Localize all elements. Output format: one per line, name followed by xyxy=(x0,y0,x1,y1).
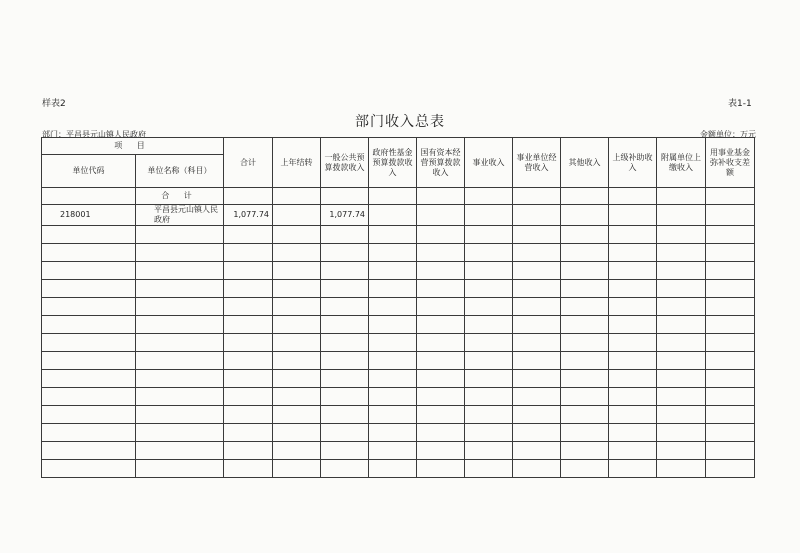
cell xyxy=(224,334,273,352)
cell xyxy=(513,460,561,478)
cell xyxy=(513,442,561,460)
cell xyxy=(417,460,465,478)
cell xyxy=(657,406,706,424)
cell xyxy=(465,188,513,205)
cell xyxy=(136,244,224,262)
cell xyxy=(417,316,465,334)
cell xyxy=(321,460,369,478)
cell xyxy=(609,244,657,262)
cell xyxy=(706,280,755,298)
cell xyxy=(513,388,561,406)
cell xyxy=(136,226,224,244)
cell xyxy=(136,298,224,316)
cell xyxy=(42,226,136,244)
cell xyxy=(273,388,321,406)
cell xyxy=(706,188,755,205)
cell xyxy=(417,370,465,388)
cell xyxy=(273,244,321,262)
header-total: 合计 xyxy=(224,138,273,188)
cell xyxy=(369,370,417,388)
cell xyxy=(321,188,369,205)
cell xyxy=(273,352,321,370)
cell xyxy=(369,280,417,298)
cell xyxy=(609,262,657,280)
cell xyxy=(42,460,136,478)
table-row xyxy=(42,370,755,388)
cell xyxy=(224,262,273,280)
cell xyxy=(561,262,609,280)
cell xyxy=(465,334,513,352)
form-label: 样表2 xyxy=(42,99,66,109)
cell xyxy=(609,226,657,244)
cell xyxy=(369,316,417,334)
cell xyxy=(706,334,755,352)
cell xyxy=(513,406,561,424)
cell xyxy=(321,388,369,406)
cell xyxy=(417,442,465,460)
cell xyxy=(417,244,465,262)
cell xyxy=(561,205,609,226)
cell xyxy=(42,352,136,370)
header-unit-name: 单位名称（科目） xyxy=(136,155,224,188)
cell xyxy=(273,298,321,316)
cell xyxy=(513,188,561,205)
cell xyxy=(465,388,513,406)
page-title: 部门收入总表 xyxy=(355,114,445,130)
table-row xyxy=(42,280,755,298)
header-project-group: 项 目 xyxy=(42,138,224,155)
cell xyxy=(321,352,369,370)
general-public-budget-cell: 1,077.74 xyxy=(321,205,369,226)
cell xyxy=(369,442,417,460)
cell xyxy=(224,406,273,424)
cell xyxy=(657,280,706,298)
cell xyxy=(561,334,609,352)
total-cell: 1,077.74 xyxy=(224,205,273,226)
cell xyxy=(369,388,417,406)
cell xyxy=(657,262,706,280)
cell xyxy=(369,244,417,262)
cell xyxy=(609,298,657,316)
cell xyxy=(369,406,417,424)
cell xyxy=(136,460,224,478)
cell xyxy=(224,370,273,388)
header-prior-year-carryover: 上年结转 xyxy=(273,138,321,188)
cell xyxy=(369,262,417,280)
cell xyxy=(136,352,224,370)
cell xyxy=(224,316,273,334)
cell xyxy=(42,370,136,388)
cell xyxy=(136,262,224,280)
cell xyxy=(609,406,657,424)
cell xyxy=(657,226,706,244)
cell xyxy=(657,388,706,406)
cell xyxy=(136,388,224,406)
table-row xyxy=(42,460,755,478)
cell xyxy=(42,262,136,280)
cell xyxy=(273,188,321,205)
cell xyxy=(657,352,706,370)
cell xyxy=(609,188,657,205)
cell xyxy=(706,388,755,406)
cell xyxy=(417,352,465,370)
table-row xyxy=(42,352,755,370)
cell xyxy=(224,298,273,316)
cell xyxy=(561,370,609,388)
table-row xyxy=(42,316,755,334)
cell xyxy=(273,370,321,388)
cell xyxy=(321,406,369,424)
header-business-unit-operating: 事业单位经营收入 xyxy=(513,138,561,188)
cell xyxy=(224,388,273,406)
cell xyxy=(417,226,465,244)
cell xyxy=(136,370,224,388)
cell xyxy=(273,226,321,244)
cell xyxy=(561,316,609,334)
cell xyxy=(273,334,321,352)
cell xyxy=(513,262,561,280)
cell xyxy=(321,298,369,316)
cell xyxy=(465,442,513,460)
cell xyxy=(609,388,657,406)
cell xyxy=(42,442,136,460)
cell xyxy=(273,460,321,478)
cell xyxy=(706,262,755,280)
cell xyxy=(609,460,657,478)
cell xyxy=(417,334,465,352)
cell xyxy=(369,298,417,316)
cell xyxy=(513,316,561,334)
table-row xyxy=(42,406,755,424)
cell xyxy=(224,352,273,370)
unit-code-cell: 218001 xyxy=(42,205,136,226)
cell xyxy=(609,280,657,298)
table-row xyxy=(42,226,755,244)
cell xyxy=(706,316,755,334)
table-number: 表1-1 xyxy=(728,99,752,109)
cell xyxy=(561,188,609,205)
cell xyxy=(369,188,417,205)
cell xyxy=(465,370,513,388)
cell xyxy=(609,316,657,334)
cell xyxy=(136,424,224,442)
cell xyxy=(42,316,136,334)
cell xyxy=(561,388,609,406)
cell xyxy=(561,406,609,424)
cell xyxy=(136,334,224,352)
cell xyxy=(513,226,561,244)
cell xyxy=(561,460,609,478)
total-row-label: 合 计 xyxy=(136,188,224,205)
cell xyxy=(609,442,657,460)
department-label: 部门：平昌县元山镇人民政府 xyxy=(42,130,146,139)
cell xyxy=(369,424,417,442)
cell xyxy=(465,262,513,280)
cell xyxy=(417,262,465,280)
cell xyxy=(706,370,755,388)
cell xyxy=(224,188,273,205)
cell xyxy=(417,388,465,406)
cell xyxy=(513,370,561,388)
cell xyxy=(273,424,321,442)
cell xyxy=(369,460,417,478)
cell xyxy=(465,352,513,370)
cell xyxy=(561,280,609,298)
cell xyxy=(657,424,706,442)
cell xyxy=(465,244,513,262)
cell xyxy=(657,244,706,262)
cell xyxy=(42,424,136,442)
cell xyxy=(273,280,321,298)
cell xyxy=(657,316,706,334)
header-business-income: 事业收入 xyxy=(465,138,513,188)
header-unit-code: 单位代码 xyxy=(42,155,136,188)
header-state-capital-budget: 国有资本经营预算拨款收入 xyxy=(417,138,465,188)
cell xyxy=(561,244,609,262)
cell xyxy=(513,298,561,316)
cell xyxy=(42,280,136,298)
table-row xyxy=(42,205,755,226)
cell xyxy=(321,262,369,280)
cell xyxy=(321,280,369,298)
total-row xyxy=(42,188,755,205)
cell xyxy=(224,460,273,478)
header-row-1 xyxy=(42,138,755,155)
cell xyxy=(321,244,369,262)
cell xyxy=(465,226,513,244)
table-row xyxy=(42,388,755,406)
cell xyxy=(513,280,561,298)
cell xyxy=(321,226,369,244)
cell xyxy=(657,442,706,460)
cell xyxy=(321,424,369,442)
cell xyxy=(369,205,417,226)
cell xyxy=(465,406,513,424)
table-row xyxy=(42,244,755,262)
cell xyxy=(706,205,755,226)
cell xyxy=(657,205,706,226)
cell xyxy=(561,298,609,316)
cell xyxy=(42,334,136,352)
cell xyxy=(321,442,369,460)
cell xyxy=(42,406,136,424)
cell xyxy=(273,316,321,334)
cell xyxy=(561,442,609,460)
cell xyxy=(369,352,417,370)
cell xyxy=(369,226,417,244)
cell xyxy=(513,244,561,262)
cell xyxy=(657,370,706,388)
header-higher-level-subsidy: 上级补助收入 xyxy=(609,138,657,188)
cell xyxy=(417,298,465,316)
cell xyxy=(609,352,657,370)
header-other-income: 其他收入 xyxy=(561,138,609,188)
cell xyxy=(513,205,561,226)
cell xyxy=(706,424,755,442)
cell xyxy=(224,424,273,442)
cell xyxy=(561,352,609,370)
cell xyxy=(465,424,513,442)
cell xyxy=(42,244,136,262)
cell xyxy=(224,244,273,262)
header-gov-fund-budget: 政府性基金预算拨款收入 xyxy=(369,138,417,188)
cell xyxy=(224,442,273,460)
cell xyxy=(465,205,513,226)
cell xyxy=(273,442,321,460)
cell xyxy=(417,406,465,424)
header-affiliated-unit-income: 附属单位上缴收入 xyxy=(657,138,706,188)
income-summary-table xyxy=(41,137,755,478)
cell xyxy=(273,262,321,280)
header-fund-subsidy: 用事业基金弥补收支差额 xyxy=(706,138,755,188)
cell xyxy=(561,226,609,244)
cell xyxy=(321,370,369,388)
cell xyxy=(706,442,755,460)
cell xyxy=(657,298,706,316)
cell xyxy=(706,226,755,244)
amount-unit-label: 金额单位：万元 xyxy=(700,130,756,139)
cell xyxy=(706,298,755,316)
cell xyxy=(561,424,609,442)
cell xyxy=(513,352,561,370)
cell xyxy=(136,316,224,334)
cell xyxy=(42,388,136,406)
cell xyxy=(706,460,755,478)
cell xyxy=(609,205,657,226)
cell xyxy=(321,334,369,352)
unit-name-cell: 平昌县元山镇人民政府 xyxy=(136,205,224,226)
cell xyxy=(224,226,273,244)
cell xyxy=(513,334,561,352)
cell xyxy=(417,205,465,226)
cell xyxy=(417,188,465,205)
header-general-public-budget: 一般公共预算拨款收入 xyxy=(321,138,369,188)
cell xyxy=(465,460,513,478)
cell xyxy=(609,334,657,352)
cell xyxy=(224,280,273,298)
cell xyxy=(417,424,465,442)
table-row xyxy=(42,298,755,316)
cell xyxy=(465,280,513,298)
total-code-cell xyxy=(42,188,136,205)
cell xyxy=(609,424,657,442)
cell xyxy=(273,205,321,226)
table-row xyxy=(42,334,755,352)
cell xyxy=(657,188,706,205)
cell xyxy=(657,460,706,478)
table-row xyxy=(42,442,755,460)
cell xyxy=(706,352,755,370)
cell xyxy=(136,442,224,460)
table-row xyxy=(42,424,755,442)
cell xyxy=(417,280,465,298)
cell xyxy=(273,406,321,424)
cell xyxy=(706,406,755,424)
table-row xyxy=(42,262,755,280)
cell xyxy=(609,370,657,388)
cell xyxy=(513,424,561,442)
cell xyxy=(657,334,706,352)
cell xyxy=(465,316,513,334)
cell xyxy=(321,316,369,334)
cell xyxy=(42,298,136,316)
cell xyxy=(706,244,755,262)
cell xyxy=(465,298,513,316)
cell xyxy=(369,334,417,352)
cell xyxy=(136,280,224,298)
cell xyxy=(136,406,224,424)
